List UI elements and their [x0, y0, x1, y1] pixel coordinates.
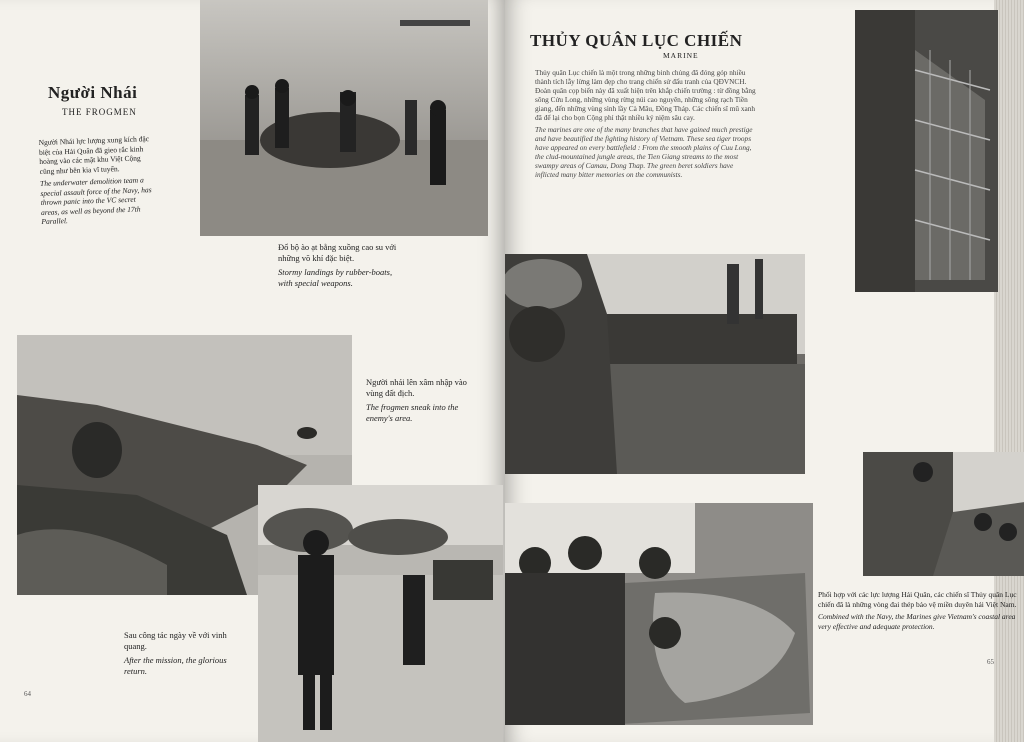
right-page — [505, 0, 1024, 742]
photo-marines-landing — [863, 452, 1024, 576]
caption-boat-landing-vn: Đổ bộ ào ạt bằng xuồng cao su với những võ khí đặc biệt. — [278, 242, 397, 263]
caption-glorious-return-en: After the mission, the glorious return. — [124, 655, 227, 676]
caption-frogmen-sneak — [366, 377, 484, 424]
frogmen-intro-vn: Người Nhái lực lượng xung kích đặc biệt của Hải Quân đã gieo rắc kinh hoàng vào các mật khu Việt Cộng cũng như bên kia vĩ tuyến. — [38, 134, 150, 176]
page-number-right: 65 — [987, 658, 994, 666]
caption-coastal-protection-vn: Phối hợp với các lực lượng Hải Quân, các chiến sĩ Thủy quân Lục chiến đã là những vòng đai thép bảo vệ miền duyên hải Việt Nam. — [818, 590, 1017, 609]
caption-boat-landing — [278, 242, 408, 289]
caption-glorious-return — [124, 630, 248, 677]
frogmen-subtitle: THE FROGMEN — [62, 107, 137, 117]
photo-marine-ship — [505, 254, 805, 474]
photo-climbing-net — [855, 10, 998, 292]
marine-body-vn: Thủy quân Lục chiến là một trong những binh chủng đã đóng góp nhiều thành tích lẫy lừng làm đẹp cho trang chiến sử đấu tranh của QĐVNCH. Đoàn quân cọp biển này đã xuất hiện trên khắp chiến trường : từ đồng bằng sông Cửu Long, những vùng rừng núi cao nguyên, những sông rạch Tiền giang, đến những vùng sình lầy Cà Mâu, Đồng Tháp. Các chiến sĩ mũ xanh đã để lại cho bọn Cộng phỉ thật nhiều ký niệm sâu cay. — [535, 68, 756, 122]
photo-troops-boat — [505, 503, 813, 725]
marine-body-text — [535, 68, 757, 182]
photo-glorious-return — [258, 485, 503, 742]
page-number-left: 64 — [24, 690, 31, 698]
left-page — [0, 0, 505, 742]
caption-frogmen-sneak-vn: Người nhái lên xâm nhập vào vùng đất địch. — [366, 377, 467, 398]
caption-frogmen-sneak-en: The frogmen sneak into the enemy's area. — [366, 402, 459, 423]
caption-coastal-protection-en: Combined with the Navy, the Marines give Vietnam's coastal area very effective and adequate protection. — [818, 612, 1016, 631]
frogmen-intro — [38, 134, 156, 226]
photo-boat-landing — [200, 0, 488, 236]
frogmen-title: Người Nhái — [48, 83, 138, 102]
marine-subtitle: MARINE — [663, 51, 699, 60]
frogmen-intro-en: The underwater demolition team a special assault force of the Navy, has thrown panic into the VC secret areas, as well as beyond the 17th Parallel. — [39, 175, 152, 226]
caption-boat-landing-en: Stormy landings by rubber-boats, with special weapons. — [278, 267, 393, 288]
marine-body-en: The marines are one of the many branches that have gained much prestige and have beautified the fighting history of Vietnam. These sea tiger troops have appeared on every battlefield : From the smooth plains of Cuu Long, the clud-mountained jungle areas, the Tien Giang streams to the most swampy areas of Camau, Dong Thap. The green beret soldiers have inflicted many bitter memories on the communists. — [535, 125, 753, 179]
marine-title: THỦY QUÂN LỤC CHIẾN — [530, 31, 743, 50]
caption-glorious-return-vn: Sau công tác ngày về với vinh quang. — [124, 630, 227, 651]
caption-coastal-protection — [818, 590, 1018, 631]
